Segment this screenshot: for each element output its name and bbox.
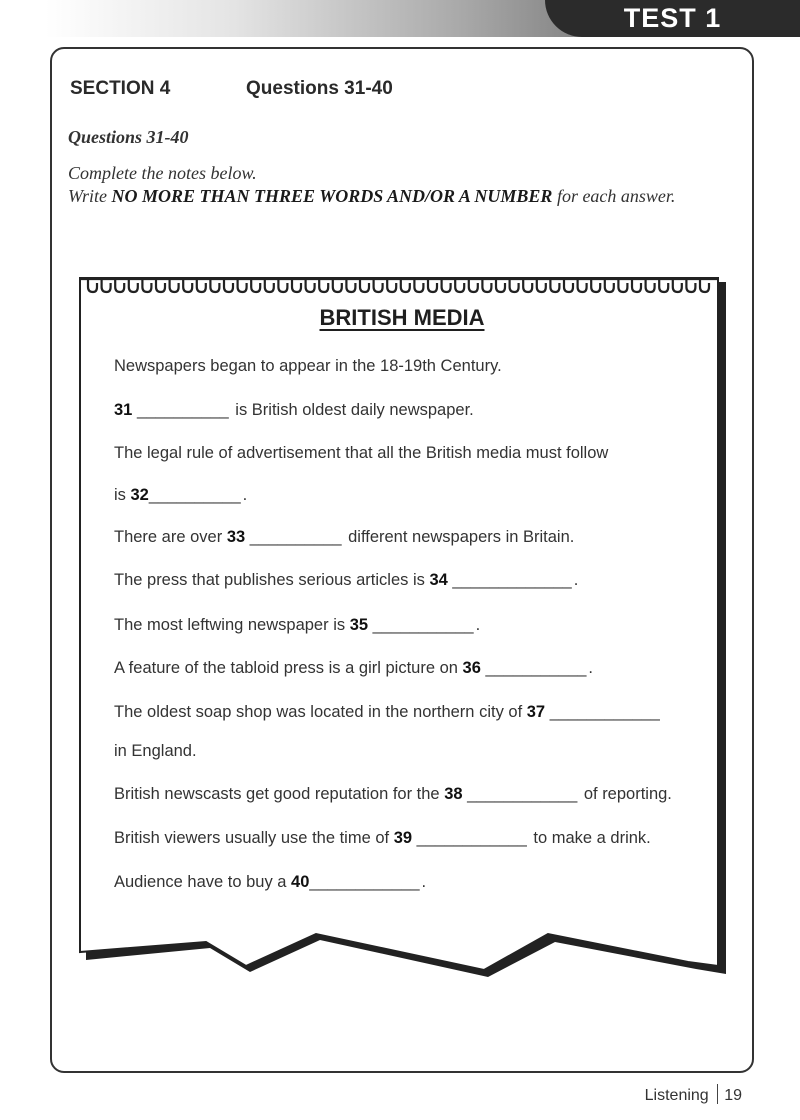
- answer-blank: ___________: [368, 616, 474, 634]
- answer-blank: ____________: [412, 829, 532, 847]
- instruction-prefix: Write: [68, 186, 107, 206]
- footer-divider: [717, 1084, 719, 1104]
- note-line: [114, 785, 672, 804]
- answer-blank: ____________: [462, 785, 582, 803]
- note-line: [114, 742, 197, 761]
- answer-blank: __________: [148, 486, 241, 504]
- question-number: 39: [393, 829, 413, 847]
- note-text-after: to make a drink.: [533, 829, 651, 847]
- question-number: 31: [114, 401, 133, 419]
- note-text-before: Newspapers began to appear in the 18-19th Century.: [114, 357, 502, 375]
- question-number: 40: [291, 873, 310, 891]
- page-number: 19: [724, 1087, 742, 1104]
- question-number: 36: [462, 659, 481, 677]
- note-line: [114, 401, 474, 420]
- note-text-before: The most leftwing newspaper is: [114, 616, 350, 634]
- note-text-before: in England.: [114, 742, 197, 760]
- answer-blank: __________: [245, 528, 347, 546]
- question-number: 34: [429, 571, 448, 589]
- note-text-after: different newspapers in Britain.: [348, 528, 575, 546]
- note-line: [114, 357, 502, 376]
- questions-subheading: Questions 31-40: [68, 127, 189, 147]
- note-line: [114, 873, 426, 892]
- test-label: TEST 1: [623, 3, 722, 33]
- note-line: [114, 703, 660, 722]
- question-number: 37: [526, 703, 546, 721]
- note-text-after: .: [421, 873, 427, 891]
- note-text-after: .: [573, 571, 579, 589]
- answer-blank: _____________: [447, 571, 572, 589]
- instruction-word-limit-bold: NO MORE THAN THREE WORDS AND/OR A NUMBER: [111, 186, 553, 206]
- note-text-after: .: [475, 616, 481, 634]
- note-text-before: A feature of the tabloid press is a girl picture on: [114, 659, 463, 677]
- note-line: [114, 829, 651, 848]
- note-text-after: is British oldest daily newspaper.: [235, 401, 474, 419]
- note-line: [114, 486, 247, 505]
- note-text-before: The press that publishes serious articles is: [114, 571, 430, 589]
- footer-section: Listening: [644, 1087, 709, 1104]
- question-number: 35: [349, 616, 369, 634]
- answer-blank: ____________: [545, 703, 660, 721]
- note-text-before: is: [114, 486, 131, 504]
- section-label: SECTION 4: [70, 78, 171, 99]
- instruction-suffix: for each answer.: [556, 186, 676, 206]
- note-line: [114, 444, 608, 463]
- question-number: 33: [226, 528, 246, 546]
- note-text-before: Audience have to buy a: [114, 873, 292, 891]
- note-text-before: There are over: [114, 528, 227, 546]
- note-text-before: British viewers usually use the time of: [114, 829, 394, 847]
- question-number: 32: [130, 486, 149, 504]
- question-number: 38: [444, 785, 463, 803]
- note-text-before: British newscasts get good reputation for the: [114, 785, 445, 803]
- note-line: [114, 659, 593, 678]
- instruction-complete: Complete the notes below.: [68, 163, 257, 183]
- note-line: [114, 571, 578, 590]
- note-text-after: .: [242, 486, 248, 504]
- note-line: [114, 528, 574, 547]
- note-line: [114, 616, 480, 635]
- note-text-before: The oldest soap shop was located in the northern city of: [114, 703, 527, 721]
- answer-blank: ___________: [480, 659, 587, 677]
- notes-title: BRITISH MEDIA: [319, 305, 485, 330]
- note-text-after: .: [588, 659, 594, 677]
- note-text-after: of reporting.: [583, 785, 672, 803]
- answer-blank: ____________: [309, 873, 420, 891]
- section-questions: Questions 31-40: [246, 78, 393, 99]
- note-text-before: The legal rule of advertisement that all the British media must follow: [114, 444, 609, 462]
- answer-blank: __________: [132, 401, 234, 419]
- page-footer: [645, 1084, 742, 1105]
